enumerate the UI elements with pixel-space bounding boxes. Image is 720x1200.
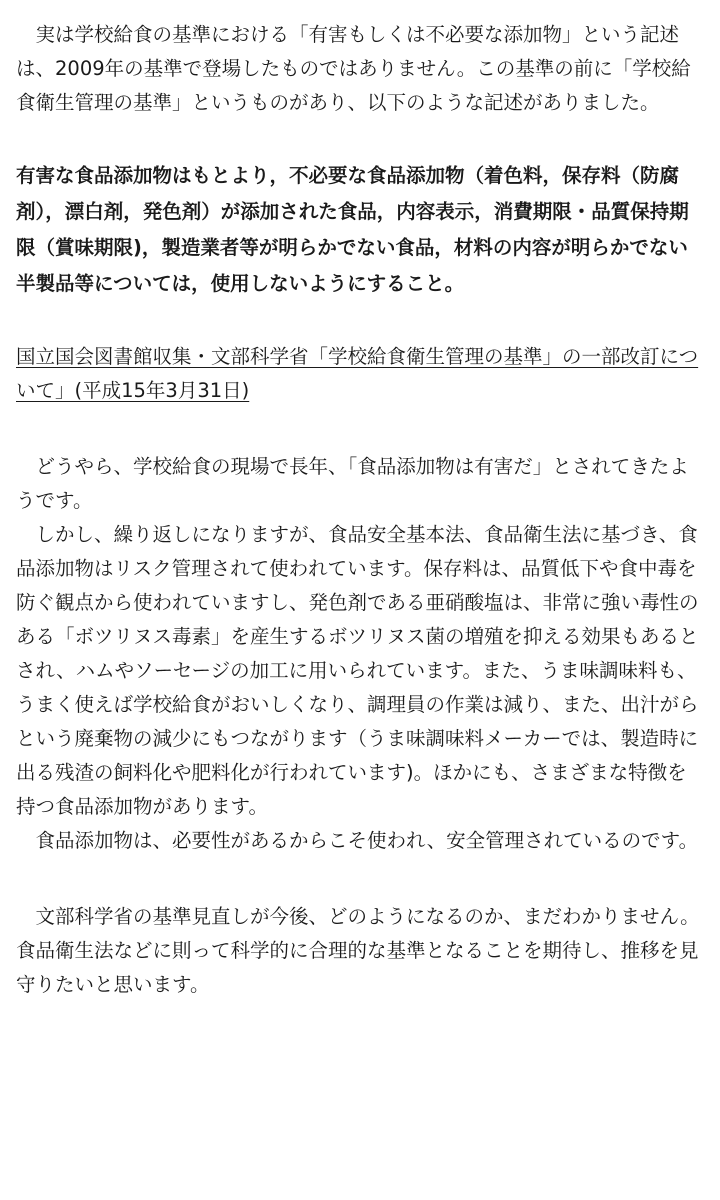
paragraph-5: 文部科学省の基準見直しが今後、どのようになるのか、まだわかりません。食品衛生法などに則って科学的に合理的な基準となることを期待し、推移を見守りたいと思います。 [16,905,700,996]
paragraph-2: どうやら、学校給食の現場で長年、「食品添加物は有害だ」とされてきたようです。 [16,455,689,512]
paragraph-3: しかし、繰り返しになりますが、食品安全基本法、食品衛生法に基づき、食品添加物はリスク管理されて使われています。保存料は、品質低下や食中毒を防ぐ観点から使われていますし、発色剤である亜硝酸塩は、非常に強い毒性のある「ボツリヌス毒素」を産生するボツリヌス菌の増殖を抑える効果もあるとされ、ハムやソーセージの加工に用いられています。また、うま味調味料も、うまく使えば学校給食がおいしくなり、調理員の作業は減り、また、出汁がらという廃棄物の減少にもつながります（うま味調味料メーカーでは、製造時に出る残渣の飼料化や肥料化が行われています)。ほかにも、さまざまな特徴を持つ食品添加物があります。 [16,523,699,818]
paragraph-4: 食品添加物は、必要性があるからこそ使われ、安全管理されているのです。 [16,829,699,852]
source-link[interactable]: 国立国会図書館収集・文部科学省「学校給食衛生管理の基準」の一部改訂について」(平成15年3月31日) [16,345,699,402]
quoted-standard-text: 有害な食品添加物はもとより，不必要な食品添加物（着色料，保存料（防腐剤），漂白剤，発色剤）が添加された食品，内容表示，消費期限・品質保持期限（賞味期限)，製造業者等が明らかでない食品，材料の内容が明らかでない半製品等については，使用しないようにすること。 [16,164,689,295]
intro-paragraph: 実は学校給食の基準における「有害もしくは不必要な添加物」という記述は、2009年の基準で登場したものではありません。この基準の前に「学校給食衛生管理の基準」というものがあり、以下のような記述がありました。 [16,23,691,114]
